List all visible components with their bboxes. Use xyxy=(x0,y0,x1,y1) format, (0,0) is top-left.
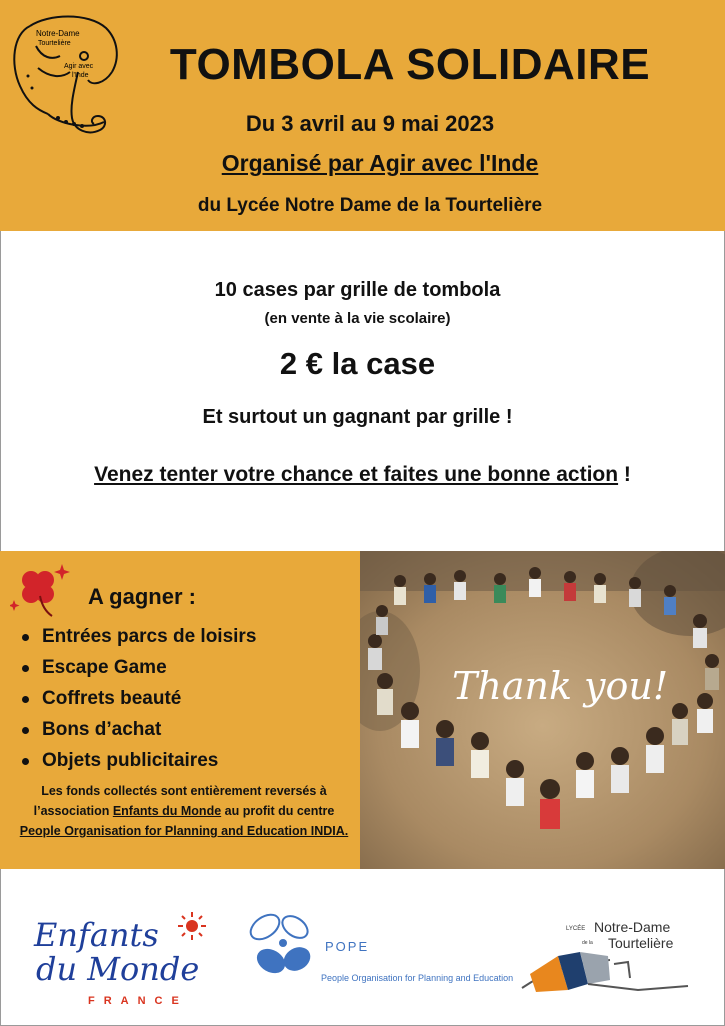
lycee-small-label-2: de la xyxy=(582,940,593,946)
prizes-title: A gagner : xyxy=(88,584,196,609)
event-dates: Du 3 avril au 9 mai 2023 xyxy=(245,111,495,136)
elephant-text-2: Tourtelière xyxy=(38,40,71,47)
bullet-icon xyxy=(22,634,29,641)
edm-line2: du Monde xyxy=(36,950,200,988)
funds-text-1: Les fonds collectés sont entièrement reversés à l’association xyxy=(33,784,327,818)
funds-org-link: Enfants du Monde xyxy=(112,804,222,818)
funds-text-2: au profit du centre xyxy=(221,804,335,818)
thank-you-caption: Thank you! xyxy=(452,664,669,708)
elephant-text-4: l'Inde xyxy=(72,72,89,79)
call-to-action-underlined: Venez tenter votre chance et faites une bonne action xyxy=(94,463,619,486)
cases-per-grid: 10 cases par grille de tombola xyxy=(214,279,501,301)
children-photo xyxy=(360,551,725,869)
prize-item xyxy=(20,621,256,652)
prize-item xyxy=(20,745,256,776)
sale-location: (en vente à la vie scolaire) xyxy=(264,310,451,327)
lycee-building-icon xyxy=(522,952,688,992)
photo-illustration xyxy=(360,551,725,869)
lycee-name-2: Tourtelière xyxy=(608,935,674,951)
prize-item-label: Objets publicitaires xyxy=(42,750,219,771)
call-to-action-end: ! xyxy=(618,463,631,486)
school-line: du Lycée Notre Dame de la Tourtelière xyxy=(197,195,543,216)
sun-icon xyxy=(178,912,206,940)
prize-item xyxy=(20,652,256,683)
lycee-small-label: LYCÉE xyxy=(566,926,586,932)
bullet-icon xyxy=(22,727,29,734)
prize-item xyxy=(20,714,256,745)
pope-full-name: People Organisation for Planning and Education xyxy=(321,973,513,983)
elephant-text-3: Agir avec xyxy=(64,63,94,70)
clover-icon xyxy=(10,560,70,620)
pope-logo xyxy=(243,905,513,985)
prize-item-label: Escape Game xyxy=(42,657,167,678)
price-per-case: 2 € la case xyxy=(279,346,436,381)
call-to-action xyxy=(0,463,725,487)
header-band xyxy=(0,0,725,231)
prize-item-label: Bons d’achat xyxy=(42,719,162,740)
prize-item-label: Coffrets beauté xyxy=(42,688,182,709)
bullet-icon xyxy=(22,758,29,765)
funds-center-link: People Organisation for Planning and Education INDIA. xyxy=(19,824,349,838)
organizer-line: Organisé par Agir avec l'Inde xyxy=(221,150,539,176)
lycee-name-1: Notre-Dame xyxy=(594,919,671,935)
edm-country: FRANCE xyxy=(88,995,188,1007)
elephant-logo-icon xyxy=(8,6,126,138)
pope-flower-icon xyxy=(246,910,314,978)
funds-note xyxy=(14,781,354,841)
elephant-text-1: Notre-Dame xyxy=(36,29,80,38)
lycee-notre-dame-logo xyxy=(518,912,718,997)
bullet-icon xyxy=(22,665,29,672)
edm-line1: Enfants xyxy=(34,916,159,954)
prizes-panel xyxy=(0,551,360,869)
bullet-icon xyxy=(22,696,29,703)
pope-name: POPE xyxy=(325,939,370,954)
prize-item-label: Entrées parcs de loisirs xyxy=(42,626,257,647)
prize-item xyxy=(20,683,256,714)
enfants-du-monde-logo xyxy=(30,908,230,1008)
winner-per-grid: Et surtout un gagnant par grille ! xyxy=(202,406,513,428)
prize-list xyxy=(20,621,256,776)
page-title: TOMBOLA SOLIDAIRE xyxy=(169,40,651,89)
